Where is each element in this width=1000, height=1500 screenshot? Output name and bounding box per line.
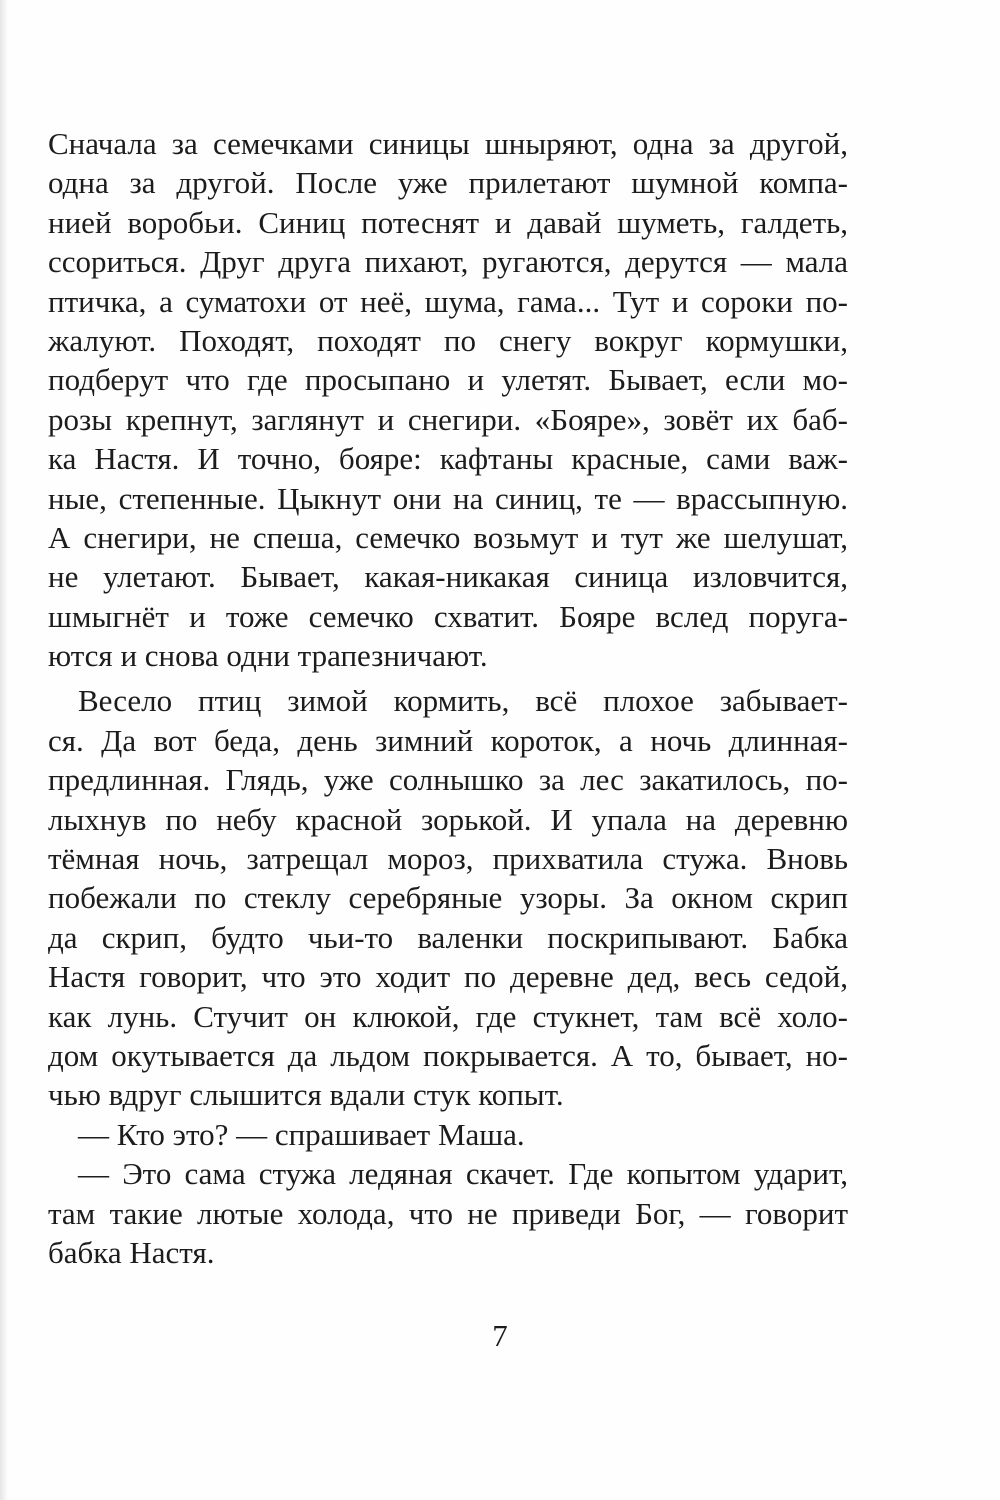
text-line: нией воробьи. Синиц потеснят и давай шуметь, галдеть,: [48, 204, 848, 240]
text-line: подберут что где просыпано и улетят. Бывает, если мо-: [48, 362, 848, 398]
text-line: лыхнув по небу красной зорькой. И упала на деревню: [48, 801, 848, 837]
text-line: Сначала за семечками синицы шныряют, одна за другой,: [48, 126, 848, 161]
body-text: [48, 124, 848, 1272]
text-line: чью вдруг слышится вдали стук копыт.: [48, 1077, 564, 1113]
paragraph-3: [48, 1115, 848, 1154]
text-line: ся. Да вот беда, день зимний короток, а ночь длинная-: [48, 722, 848, 758]
dialogue-line: — Это сама стужа ледяная скачет. Где копытом ударит,: [78, 1156, 848, 1192]
page-number: 7: [492, 1318, 508, 1353]
page-binding-shadow: [0, 0, 8, 1500]
text-line: Весело птиц зимой кормить, всё плохое забывает-: [78, 683, 848, 719]
text-line: ссориться. Друг друга пихают, ругаются, дерутся — мала: [48, 244, 848, 280]
text-line: А снегири, не спеша, семечко возьмут и тут же шелушат,: [48, 519, 848, 555]
text-line: тёмная ночь, затрещал мороз, прихватила стужа. Вновь: [48, 841, 848, 877]
text-line: ка Настя. И точно, бояре: кафтаны красные, сами важ-: [48, 441, 848, 477]
text-line: побежали по стеклу серебряные узоры. За окном скрип: [48, 880, 848, 916]
text-line: дом окутывается да льдом покрывается. А то, бывает, но-: [48, 1037, 848, 1073]
text-line: птичка, а суматохи от неё, шума, гама... Тут и сороки по-: [48, 283, 848, 319]
paragraph-2: [48, 681, 848, 1114]
text-line: как лунь. Стучит он клюкой, где стукнет, там всё холо-: [48, 998, 848, 1034]
text-line: там такие лютые холода, что не приведи Бог, — говорит: [48, 1195, 848, 1231]
text-line: ются и снова одни трапезничают.: [48, 638, 488, 674]
text-line: розы крепнут, заглянут и снегири. «Бояре», зовёт их баб-: [48, 401, 848, 437]
text-line: бабка Настя.: [48, 1234, 215, 1270]
paragraph-1: [48, 124, 848, 675]
paragraph-4: [48, 1154, 848, 1272]
dialogue-line: — Кто это? — спрашивает Маша.: [78, 1116, 525, 1152]
text-line: Настя говорит, что это ходит по деревне дед, весь седой,: [48, 959, 848, 995]
text-line: не улетают. Бывает, какая-никакая синица изловчится,: [48, 559, 848, 595]
text-line: одна за другой. После уже прилетают шумной компа-: [48, 165, 848, 201]
text-line: да скрип, будто чьи-то валенки поскрипывают. Бабка: [48, 919, 848, 955]
text-line: шмыгнёт и тоже семечко схватит. Бояре вслед поруга-: [48, 598, 848, 634]
text-line: жалуют. Походят, походят по снегу вокруг кормушки,: [48, 322, 848, 358]
text-line: ные, степенные. Цыкнут они на синиц, те — врассыпную.: [48, 480, 848, 516]
text-line: предлинная. Глядь, уже солнышко за лес закатилось, по-: [48, 762, 848, 798]
